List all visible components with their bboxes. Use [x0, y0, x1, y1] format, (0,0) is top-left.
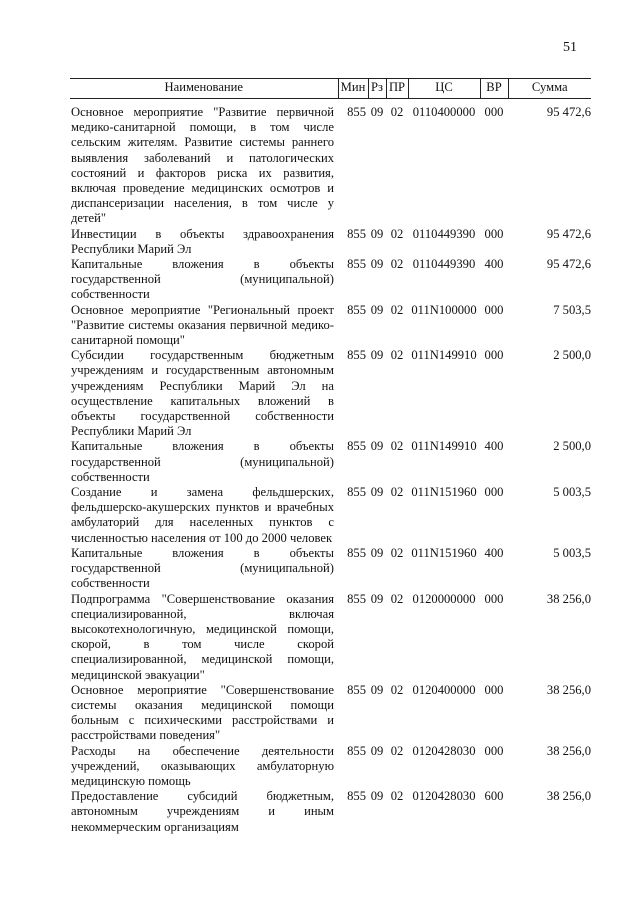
- budget-table: [70, 78, 591, 835]
- row-rz: 09: [370, 743, 384, 758]
- row-pr: 02: [390, 105, 404, 119]
- header-rz: Рз: [368, 79, 386, 99]
- row-vr: 000: [484, 226, 504, 241]
- row-name: Основное мероприятие "Региональный проект "Развитие системы оказания первичной медико-санитарной помощи": [71, 302, 334, 348]
- row-sum: 95 472,6: [546, 226, 591, 241]
- header-min: Мин: [338, 79, 368, 99]
- row-rz: 09: [370, 789, 384, 804]
- row-sum: 5 003,5: [553, 545, 591, 560]
- table-row: [70, 485, 591, 546]
- row-min: 855: [347, 591, 366, 606]
- row-pr: 02: [390, 257, 404, 272]
- row-vr: 400: [484, 545, 504, 560]
- row-cs: 0110449390: [412, 257, 476, 272]
- table-body: [70, 99, 591, 835]
- row-min: 855: [347, 226, 366, 241]
- row-rz: 09: [370, 348, 384, 363]
- row-name: Основное мероприятие "Развитие первичной медико-санитарной помощи, в том числе сельским жителям. Развитие системы раннего выявления заболеваний и патологических состояний и факторов риска их развития, включая проведение медицинских осмотров и диспансеризации населения, в том числе у детей": [71, 105, 334, 226]
- row-vr: 400: [484, 439, 504, 454]
- row-name: Подпрограмма "Совершенствование оказания специализированной, включая высокотехнологичную, медицинской помощи, скорой, в том числе скорой специализированной, медицинской помощи, медицинской эвакуации": [71, 591, 334, 682]
- row-cs: 011N149910: [411, 439, 477, 454]
- table-row: [70, 546, 591, 592]
- row-cs: 011N151960: [411, 545, 477, 560]
- table-row: [70, 348, 591, 439]
- table-row: [70, 683, 591, 744]
- row-cs: 0120428030: [412, 789, 476, 804]
- header-vr: ВР: [480, 79, 508, 99]
- row-min: 855: [347, 789, 366, 804]
- row-min: 855: [347, 743, 366, 758]
- table-row: [70, 257, 591, 303]
- header-name: Наименование: [70, 79, 338, 99]
- header-cs: ЦС: [408, 79, 480, 99]
- row-sum: 38 256,0: [546, 743, 591, 758]
- row-vr: 000: [484, 591, 504, 606]
- row-rz: 09: [370, 257, 384, 272]
- page-number: 51: [563, 40, 577, 55]
- row-min: 855: [347, 348, 366, 363]
- row-sum: 38 256,0: [546, 591, 591, 606]
- row-name: Основное мероприятие "Совершенствование системы оказания медицинской помощи больным с психическими расстройствами и расстройствами поведения": [71, 682, 334, 743]
- table-row: [70, 744, 591, 790]
- table-header-row: [70, 79, 591, 99]
- row-rz: 09: [370, 682, 384, 697]
- row-min: 855: [347, 485, 366, 500]
- row-sum: 2 500,0: [553, 439, 591, 454]
- row-rz: 09: [370, 545, 384, 560]
- row-min: 855: [347, 682, 366, 697]
- row-cs: 0110400000: [412, 105, 476, 119]
- row-rz: 09: [370, 226, 384, 241]
- row-cs: 011N100000: [411, 302, 477, 317]
- row-cs: 0120400000: [412, 682, 476, 697]
- row-sum: 95 472,6: [546, 105, 591, 119]
- row-pr: 02: [390, 789, 404, 804]
- row-min: 855: [347, 257, 366, 272]
- row-name: Капитальные вложения в объекты государственной (муниципальной) собственности: [71, 545, 334, 591]
- row-name: Капитальные вложения в объекты государственной (муниципальной) собственности: [71, 257, 334, 302]
- row-rz: 09: [370, 105, 384, 119]
- row-vr: 000: [484, 348, 504, 363]
- row-min: 855: [347, 545, 366, 560]
- row-pr: 02: [390, 485, 404, 500]
- row-rz: 09: [370, 591, 384, 606]
- row-name: Создание и замена фельдшерских, фельдшерско-акушерских пунктов и врачебных амбулаторий для населенных пунктов с численностью населения от 100 до 2000 человек: [71, 485, 334, 545]
- row-name: Субсидии государственным бюджетным учреждениям и государственным автономным учреждениям Республики Марий Эл на осуществление капитальных вложений в объекты государственной собственности Республики Марий Эл: [71, 348, 334, 439]
- table-row: [70, 439, 591, 485]
- row-rz: 09: [370, 302, 384, 317]
- row-sum: 38 256,0: [546, 682, 591, 697]
- header-pr: ПР: [386, 79, 408, 99]
- row-pr: 02: [390, 302, 404, 317]
- row-sum: 2 500,0: [553, 348, 591, 363]
- row-min: 855: [347, 302, 366, 317]
- row-vr: 000: [484, 682, 504, 697]
- row-vr: 000: [484, 302, 504, 317]
- row-pr: 02: [390, 591, 404, 606]
- table-row: [70, 789, 591, 835]
- row-cs: 011N151960: [411, 485, 477, 500]
- table-row: [70, 227, 591, 257]
- row-pr: 02: [390, 743, 404, 758]
- row-pr: 02: [390, 682, 404, 697]
- row-min: 855: [347, 439, 366, 454]
- row-rz: 09: [370, 439, 384, 454]
- row-cs: 0110449390: [412, 226, 476, 241]
- row-sum: 95 472,6: [546, 257, 591, 272]
- row-pr: 02: [390, 348, 404, 363]
- row-cs: 011N149910: [411, 348, 477, 363]
- row-pr: 02: [390, 439, 404, 454]
- row-pr: 02: [390, 226, 404, 241]
- table-row: [70, 99, 591, 227]
- row-name: Предоставление субсидий бюджетным, автономным учреждениям и иным некоммерческим организациям: [71, 789, 334, 834]
- table-row: [70, 303, 591, 349]
- row-pr: 02: [390, 545, 404, 560]
- row-sum: 7 503,5: [553, 302, 591, 317]
- row-cs: 0120000000: [412, 591, 476, 606]
- row-name: Расходы на обеспечение деятельности учреждений, оказывающих амбулаторную медицинскую помощь: [71, 743, 334, 788]
- row-sum: 38 256,0: [546, 789, 591, 804]
- row-sum: 5 003,5: [553, 485, 591, 500]
- row-name: Инвестиции в объекты здравоохранения Республики Марий Эл: [71, 226, 334, 256]
- row-vr: 000: [484, 105, 504, 119]
- table-row: [70, 592, 591, 683]
- row-vr: 600: [484, 789, 504, 804]
- row-vr: 400: [484, 257, 504, 272]
- row-rz: 09: [370, 485, 384, 500]
- row-vr: 000: [484, 743, 504, 758]
- row-cs: 0120428030: [412, 743, 476, 758]
- row-vr: 000: [484, 485, 504, 500]
- row-name: Капитальные вложения в объекты государственной (муниципальной) собственности: [71, 439, 334, 484]
- row-min: 855: [347, 105, 366, 119]
- header-sum: Сумма: [508, 79, 591, 99]
